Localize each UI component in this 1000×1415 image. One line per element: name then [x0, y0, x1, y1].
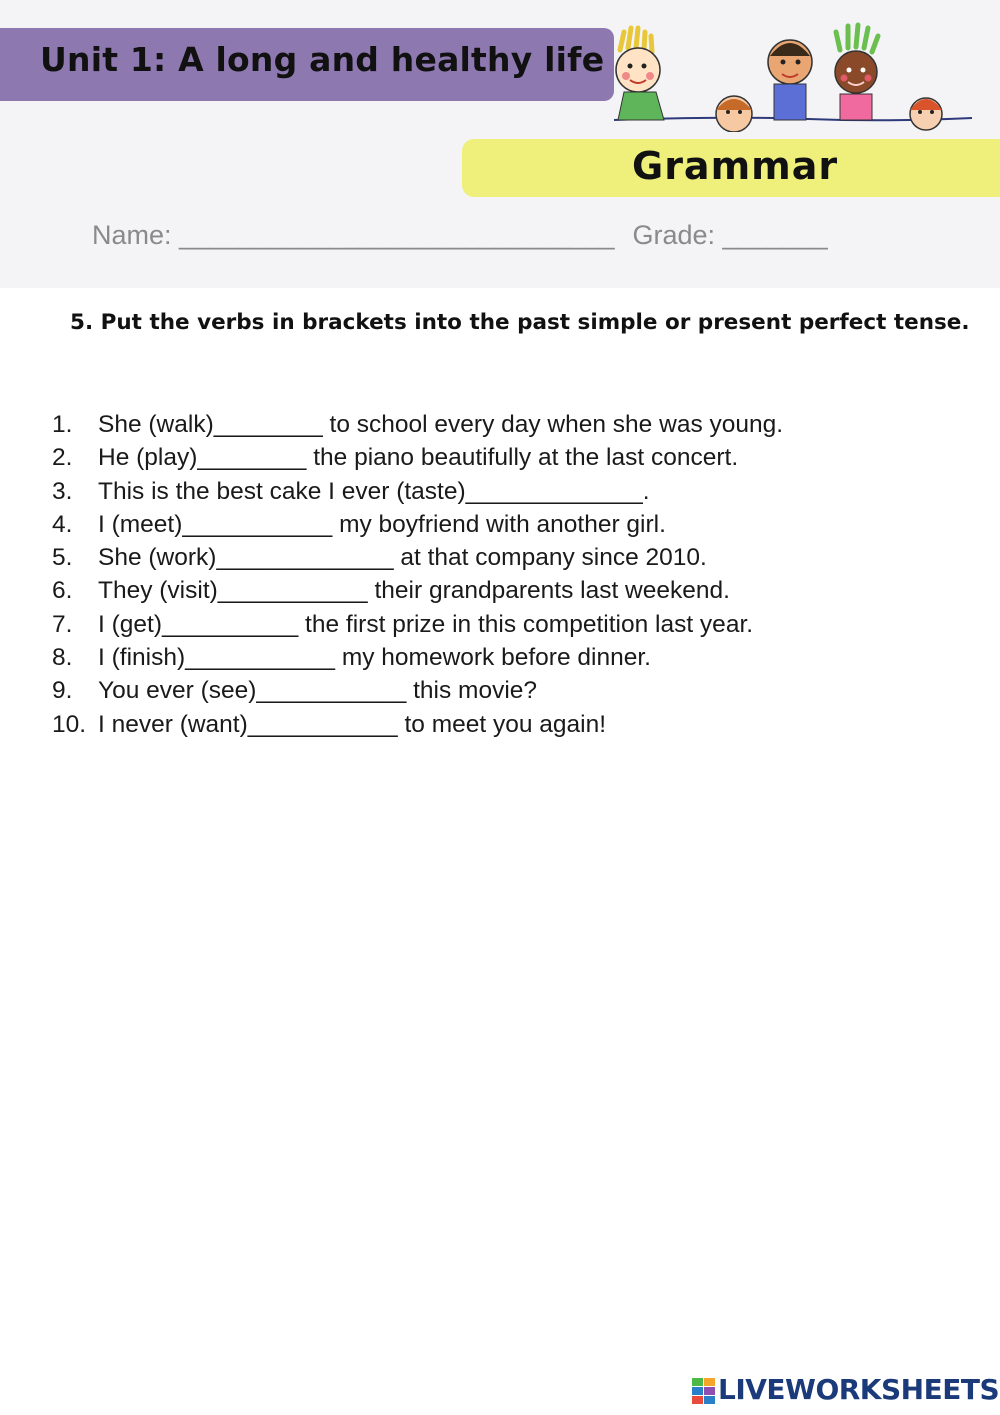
item-number: 2. [52, 444, 73, 472]
item-text[interactable]: They (visit)___________ their grandparents last weekend. [98, 577, 730, 605]
grade-field[interactable]: Grade: _______ [632, 220, 828, 250]
item-number: 1. [52, 411, 73, 438]
item-text[interactable]: I (finish)___________ my homework before dinner. [98, 644, 651, 672]
item-text[interactable]: She (walk)________ to school every day when she was young. [98, 411, 784, 438]
item-number: 8. [52, 644, 73, 672]
exercise-item [52, 541, 783, 574]
item-text[interactable]: He (play)________ the piano beautifully at the last concert. [98, 444, 739, 472]
item-number: 4. [52, 510, 73, 538]
item-text[interactable]: I never (want)___________ to meet you again! [98, 710, 607, 738]
item-number: 5. [52, 544, 73, 572]
item-text[interactable]: I (meet)___________ my boyfriend with another girl. [98, 510, 666, 538]
student-info-row [92, 220, 828, 251]
item-text[interactable]: She (work)_____________ at that company since 2010. [98, 544, 707, 572]
item-number: 7. [52, 610, 73, 638]
exercise-item [52, 708, 783, 741]
section-title: Grammar [632, 144, 839, 188]
footer-logo[interactable] [692, 1373, 1000, 1409]
item-text[interactable]: You ever (see)___________ this movie? [98, 677, 538, 705]
exercise-item [52, 608, 783, 641]
item-number: 3. [52, 477, 73, 505]
name-field[interactable]: Name: _____________________________ [92, 220, 615, 250]
item-text[interactable]: This is the best cake I ever (taste)_____________. [98, 477, 650, 505]
item-number: 6. [52, 577, 73, 605]
item-number: 10. [52, 710, 87, 738]
item-number: 9. [52, 677, 73, 705]
exercise-item [52, 441, 783, 474]
exercise-item [52, 508, 783, 541]
item-text[interactable]: I (get)__________ the first prize in this competition last year. [98, 610, 754, 638]
exercise-item [52, 674, 783, 707]
exercise-item [52, 574, 783, 607]
logo-text: LIVEWORKSHEETS [718, 1373, 1000, 1406]
unit-title: Unit 1: A long and healthy life [40, 40, 605, 79]
children-faces-icon [608, 20, 980, 132]
exercise-item [52, 641, 783, 674]
liveworksheets-logo-icon [692, 1378, 716, 1404]
exercise-list [52, 408, 783, 741]
exercise-item [52, 475, 783, 508]
exercise-instruction: 5. Put the verbs in brackets into the past simple or present perfect tense. [70, 310, 970, 335]
exercise-item [52, 408, 783, 441]
